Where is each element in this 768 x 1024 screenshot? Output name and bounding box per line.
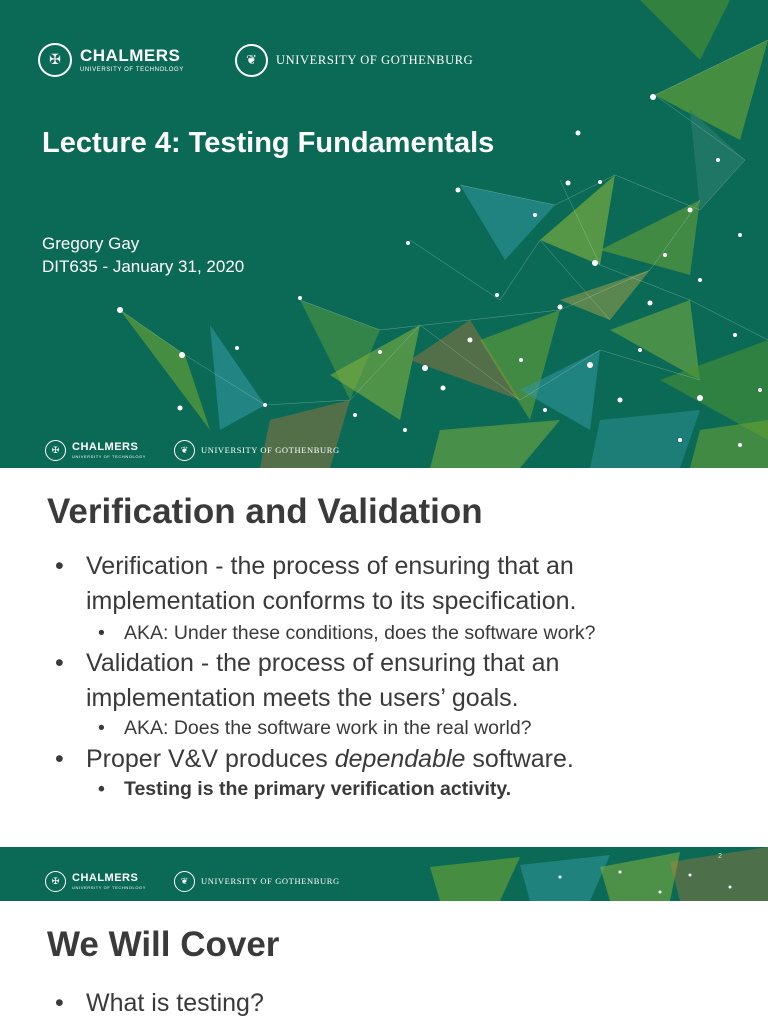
chalmers-logo bbox=[38, 43, 184, 77]
chalmers-seal-icon: ✠ bbox=[45, 440, 66, 461]
bullet-text: Validation - the process of ensuring that an implementation meets the users’ goals. bbox=[86, 649, 560, 712]
we-will-cover-slide bbox=[0, 901, 768, 1024]
verification-slide bbox=[0, 468, 768, 880]
lecture-title: Lecture 4: Testing Fundamentals bbox=[42, 127, 495, 159]
gothenburg-logo bbox=[235, 44, 473, 77]
bullet-text: What is testing? bbox=[86, 989, 264, 1017]
bullet-icon: • bbox=[55, 989, 64, 1017]
gothenburg-seal-icon: ❦ bbox=[235, 44, 268, 77]
gothenburg-seal-icon: ❦ bbox=[174, 440, 195, 461]
course-date: DIT635 - January 31, 2020 bbox=[42, 257, 245, 276]
gothenburg-name: UNIVERSITY OF GOTHENBURG bbox=[201, 445, 340, 456]
author-block bbox=[42, 232, 244, 278]
emphasis-text: dependable bbox=[334, 745, 466, 773]
chalmers-seal-icon: ✠ bbox=[45, 871, 66, 892]
chalmers-subtitle: UNIVERSITY OF TECHNOLOGY bbox=[72, 454, 147, 459]
footer-chalmers-logo bbox=[45, 440, 146, 461]
sub-bullet-text: AKA: Under these conditions, does the software work? bbox=[124, 622, 596, 644]
slide-title: Verification and Validation bbox=[47, 492, 483, 531]
bullet-text-start: Proper V&V produces bbox=[86, 745, 335, 773]
sub-bullet-text: Testing is the primary verification activity. bbox=[124, 778, 512, 800]
bullet-icon: • bbox=[98, 622, 105, 644]
slide-title: We Will Cover bbox=[47, 925, 280, 964]
bullet-icon: • bbox=[55, 552, 64, 580]
title-slide bbox=[0, 0, 768, 468]
author-name: Gregory Gay bbox=[42, 234, 140, 253]
footer-gothenburg-logo bbox=[174, 440, 340, 461]
chalmers-seal-icon: ✠ bbox=[38, 43, 72, 77]
gothenburg-name: UNIVERSITY OF GOTHENBURG bbox=[276, 53, 474, 68]
bullet-text: Verification - the process of ensuring that an implementation conforms to its specification. bbox=[86, 552, 577, 615]
footer-gothenburg-logo bbox=[174, 871, 340, 892]
page-number: 2 bbox=[718, 853, 722, 860]
bullet-text bbox=[86, 742, 696, 777]
chalmers-name: CHALMERS bbox=[80, 46, 181, 65]
bullet-icon: • bbox=[98, 717, 105, 739]
chalmers-name: CHALMERS bbox=[72, 441, 139, 453]
chalmers-subtitle: UNIVERSITY OF TECHNOLOGY bbox=[72, 885, 147, 890]
footer-chalmers-logo bbox=[45, 871, 146, 892]
gothenburg-name: UNIVERSITY OF GOTHENBURG bbox=[201, 876, 340, 887]
slide-footer bbox=[0, 847, 768, 901]
chalmers-subtitle: UNIVERSITY OF TECHNOLOGY bbox=[80, 67, 184, 73]
bullet-icon: • bbox=[55, 649, 64, 677]
bullet-text-end: software. bbox=[465, 745, 574, 773]
bullet-icon: • bbox=[98, 778, 105, 800]
bullet-icon: • bbox=[55, 745, 64, 773]
gothenburg-seal-icon: ❦ bbox=[174, 871, 195, 892]
sub-bullet-text: AKA: Does the software work in the real world? bbox=[124, 717, 532, 739]
chalmers-name: CHALMERS bbox=[72, 872, 139, 884]
